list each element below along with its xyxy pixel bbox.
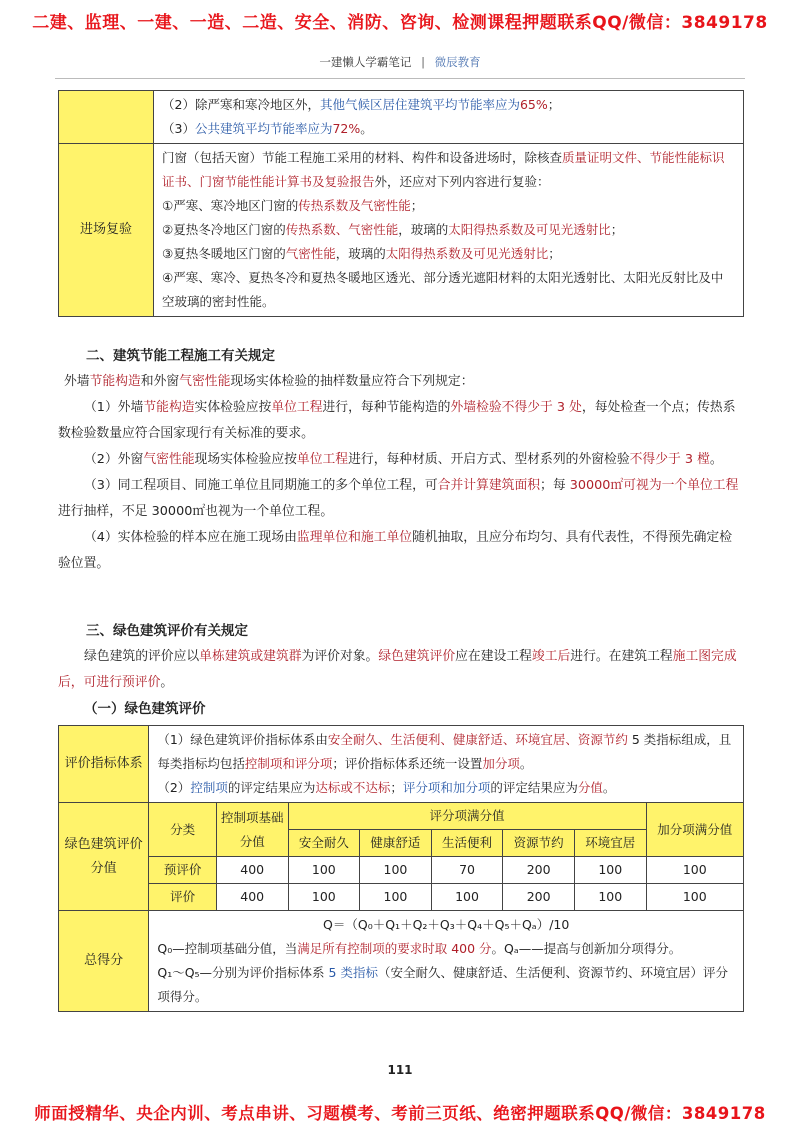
table-cell: 100 <box>646 857 743 884</box>
table-row <box>59 91 744 144</box>
paragraph: 绿色建筑的评价应以单栋建筑或建筑群为评价对象。绿色建筑评价应在建设工程竣工后进行。在建筑工程施工图完成后，可进行预评价。 <box>58 649 737 690</box>
green-building-table <box>58 725 744 1012</box>
table-cell: 100 <box>431 884 503 911</box>
bottom-promo-banner: 师面授精华、央企内训、考点串讲、习题模考、考前三页纸、绝密押题联系QQ/微信：3849178 <box>34 1104 766 1123</box>
paragraph: （3）同工程项目、同施工单位且同期施工的多个单位工程，可合并计算建筑面积；每 30000㎡可视为一个单位工程进行抽样，不足 30000㎡也视为一个单位工程。 <box>58 478 739 519</box>
subsection-heading: （一）绿色建筑评价 <box>84 701 206 717</box>
paragraph: 外墙节能构造和外窗气密性能现场实体检验的抽样数量应符合下列规定： <box>64 374 474 389</box>
formula: Q＝（Q₀＋Q₁＋Q₂＋Q₃＋Q₄＋Q₅＋Qₐ）/10 <box>323 917 570 932</box>
table-row <box>59 726 744 803</box>
table-cell: 200 <box>503 857 575 884</box>
row-label-score: 绿色建筑评价分值 <box>59 803 149 911</box>
reinspection-cell: 门窗（包括天窗）节能工程施工采用的材料、构件和设备进场时，除核查质量证明文件、节能性能标识证书、门窗节能性能计算书及复验报告外，还应对下列内容进行复验： ①严寒、寒冷地区门窗的传热系数及气密性能； ②夏热冬冷地区门窗的传热系数、气密性能，玻璃的太阳得热系数及可见光透射比； ③夏热冬暖地区门窗的气密性能，玻璃的太阳得热系数及可见光透射比； ④严寒、寒冷、夏热冬冷和夏热冬暖地区透光、部分透光遮阳材料的太阳光透射比、太阳光反射比及中空玻璃的密封性能。 <box>154 144 744 317</box>
section-construction-rules <box>58 343 744 577</box>
col-header-bonus: 加分项满分值 <box>646 803 743 857</box>
table-cell: 100 <box>360 884 432 911</box>
header-rule <box>55 78 745 79</box>
table-row <box>59 144 744 317</box>
table-row <box>59 911 744 1012</box>
page-number: 111 <box>387 1063 413 1077</box>
sub-header: 安全耐久 <box>288 830 360 857</box>
table-cell: 100 <box>646 884 743 911</box>
table-cell: 70 <box>431 857 503 884</box>
col-header-score-group: 评分项满分值 <box>288 803 646 830</box>
total-score-cell: Q＝（Q₀＋Q₁＋Q₂＋Q₃＋Q₄＋Q₅＋Qₐ）/10 Q₀—控制项基础分值，当满足所有控制项的要求时取 400 分。Qₐ——提高与创新加分项得分。 Q₁～Q₅—分别为评价指标体系 5 类指标（安全耐久、健康舒适、生活便利、资源节约、环境宜居）评分项得分。 <box>149 911 744 1012</box>
table-cell: 200 <box>503 884 575 911</box>
energy-table <box>58 90 744 317</box>
table-cell: 100 <box>288 884 360 911</box>
table-row <box>59 857 744 884</box>
col-header-control: 控制项基础分值 <box>216 803 288 857</box>
row-label-index-system: 评价指标体系 <box>59 726 149 803</box>
sub-header: 资源节约 <box>503 830 575 857</box>
row-label-total: 总得分 <box>59 911 149 1012</box>
table-cell: 100 <box>360 857 432 884</box>
table-row <box>59 803 744 830</box>
sub-header: 健康舒适 <box>360 830 432 857</box>
paragraph: （1）外墙节能构造实体检验应按单位工程进行，每种节能构造的外墙检验不得少于 3 处，每处检查一个点；传热系数检验数量应符合国家现行有关标准的要求。 <box>58 400 736 441</box>
row-name: 评价 <box>149 884 217 911</box>
paragraph: （2）外窗气密性能现场实体检验应按单位工程进行，每种材质、开启方式、型材系列的外窗检验不得少于 3 樘。 <box>84 452 723 467</box>
table-row <box>59 884 744 911</box>
table-cell: 400 <box>216 857 288 884</box>
table-cell: 400 <box>216 884 288 911</box>
row-name: 预评价 <box>149 857 217 884</box>
header-separator: | <box>421 55 425 69</box>
index-system-cell: （1）绿色建筑评价指标体系由安全耐久、生活便利、健康舒适、环境宜居、资源节约 5 类指标组成，且每类指标均包括控制项和评分项；评价指标体系还统一设置加分项。 （2）控制项的评定结果应为达标或不达标；评分项和加分项的评定结果应为分值。 <box>149 726 744 803</box>
paragraph: （4）实体检验的样本应在施工现场由监理单位和施工单位随机抽取，且应分布均匀、具有代表性，不得预先确定检验位置。 <box>58 530 732 571</box>
sub-header: 生活便利 <box>431 830 503 857</box>
section-green-building <box>58 618 744 722</box>
header-left: 一建懒人学霸笔记 <box>319 55 412 69</box>
row-label-empty <box>59 91 154 144</box>
top-promo-banner: 二建、监理、一建、一造、二造、安全、消防、咨询、检测课程押题联系QQ/微信：3849178 <box>32 13 768 33</box>
table-cell: 100 <box>288 857 360 884</box>
section-heading: 三、绿色建筑评价有关规定 <box>86 623 248 639</box>
page-header <box>0 54 800 70</box>
header-right: 微辰教育 <box>434 55 481 69</box>
table-cell: 100 <box>574 884 646 911</box>
col-header-category: 分类 <box>149 803 217 857</box>
sub-header: 环境宜居 <box>574 830 646 857</box>
row-label-reinspection: 进场复验 <box>59 144 154 317</box>
section-heading: 二、建筑节能工程施工有关规定 <box>86 348 275 364</box>
energy-rates-cell: （2）除严寒和寒冷地区外，其他气候区居住建筑平均节能率应为65%； （3）公共建筑平均节能率应为72%。 <box>154 91 744 144</box>
table-cell: 100 <box>574 857 646 884</box>
